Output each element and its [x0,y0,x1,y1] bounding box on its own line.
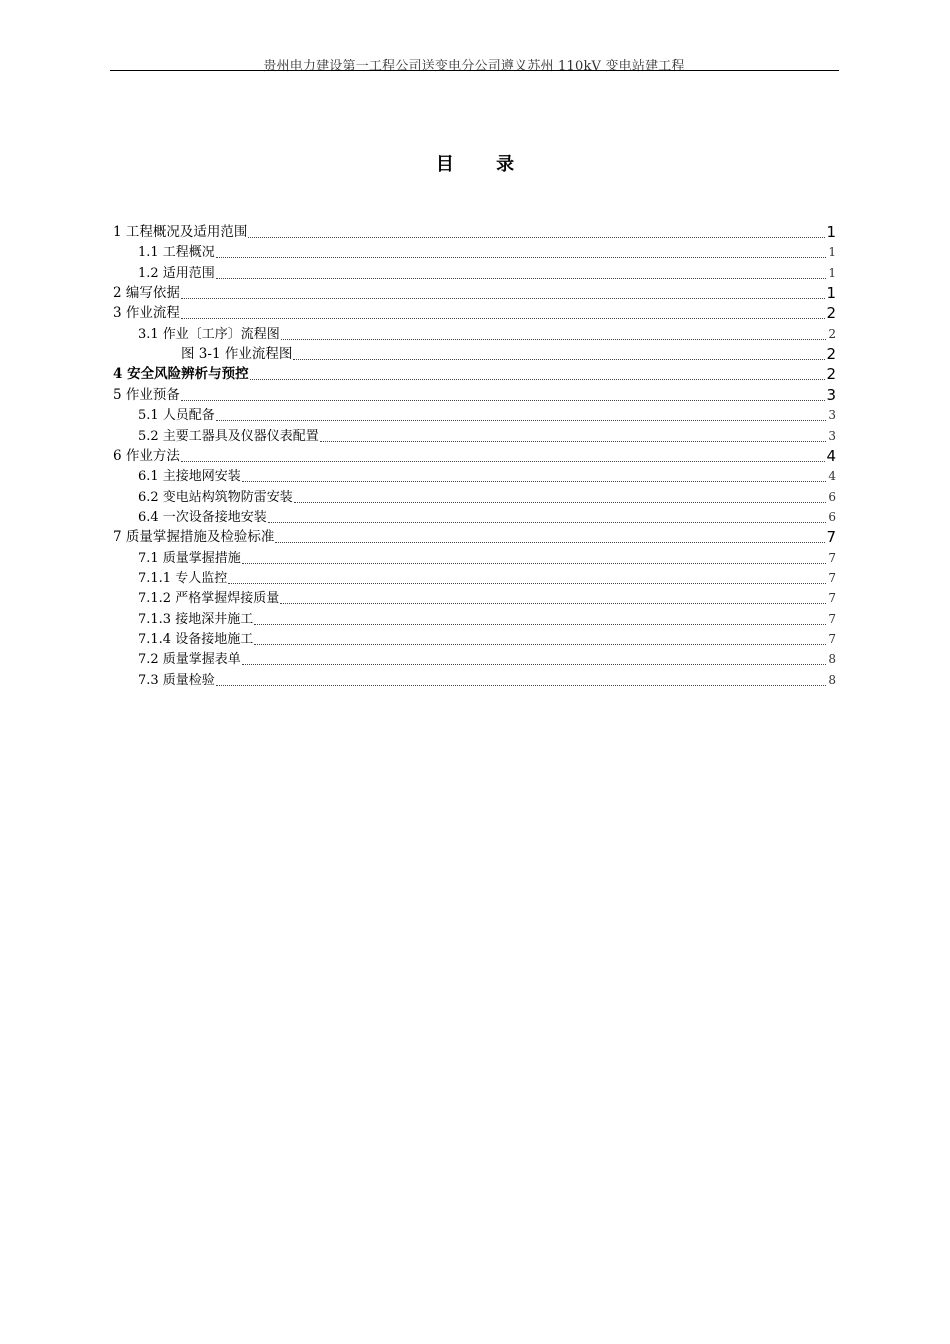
toc-entry-label: 7.3 质量检验 [138,672,215,688]
toc-entry-label: 7.1.4 设备接地施工 [138,632,254,647]
toc-dot-leader [281,338,826,340]
toc-entry-page-number: 3 [828,428,836,443]
toc-entry-page-number: 3 [826,385,836,404]
toc-entry-page-number: 6 [828,489,836,504]
toc-dot-leader [275,541,825,543]
toc-entry-page-number: 8 [828,652,836,667]
header-divider [110,70,839,71]
toc-entry-label: 7.1.3 接地深井施工 [138,611,254,627]
toc-dot-leader [250,378,826,380]
toc-entry[interactable] [113,650,836,669]
toc-entry-label: 3 作业流程 [113,305,180,322]
toc-dot-leader [294,501,826,503]
toc-entry-label: 6.4 一次设备接地安装 [138,509,267,525]
toc-entry-label: 6.1 主接地网安装 [138,469,241,485]
toc-entry[interactable] [113,671,836,690]
toc-entry[interactable] [113,406,836,425]
toc-entry-page-number: 2 [828,326,836,341]
toc-entry-page-number: 3 [828,408,836,423]
toc-entry-page-number: 1 [828,265,836,280]
toc-entry[interactable] [113,610,836,629]
page-header: 贵州电力建设第一工程公司送变电分公司遵义苏州 110kV 变电站建工程 [263,59,685,74]
toc-dot-leader [248,236,825,238]
toc-entry-page-number: 2 [826,304,836,323]
toc-dot-leader [181,460,826,462]
toc-entry[interactable] [113,223,836,242]
toc-entry[interactable] [113,589,836,608]
toc-entry-page-number: 1 [826,223,836,241]
toc-entry-label: 3.1 作业〔工序〕流程图 [138,326,280,342]
toc-entry-page-number: 7 [826,528,836,547]
toc-dot-leader [254,623,826,625]
toc-dot-leader [280,602,826,604]
toc-entry[interactable] [113,345,836,364]
toc-entry-label: 6 作业方法 [113,447,180,464]
toc-entry-label: 7.1.1 专人监控 [138,570,228,586]
toc-dot-leader [216,684,826,686]
toc-entry[interactable] [113,528,836,547]
toc-dot-leader [216,419,826,421]
toc-entry[interactable] [113,325,836,344]
toc-dot-leader [320,440,826,442]
toc-entry-page-number: 8 [828,672,836,687]
toc-entry-label: 5 作业预备 [113,386,180,403]
toc-entry-label: 5.1 人员配备 [138,408,215,424]
toc-entry[interactable] [113,508,836,527]
toc-dot-leader [242,562,826,564]
toc-entry-page-number: 4 [826,446,836,465]
toc-entry-label: 6.2 变电站构筑物防雷安装 [138,489,293,505]
toc-entry-label: 5.2 主要工器具及仪器仪表配置 [138,428,319,444]
toc-dot-leader [181,317,826,319]
toc-entry[interactable] [113,284,836,303]
toc-entry[interactable] [113,243,836,262]
toc-dot-leader [181,399,826,401]
toc-entry[interactable] [113,467,836,486]
toc-entry-page-number: 1 [828,245,836,260]
toc-entry[interactable] [113,386,836,405]
toc-entry[interactable] [113,569,836,588]
toc-entry-page-number: 1 [826,284,836,303]
toc-dot-leader [293,358,825,360]
toc-entry-page-number: 7 [828,591,836,606]
toc-entry[interactable] [113,488,836,507]
toc-entry-label: 图 3-1 作业流程图 [181,346,293,363]
toc-entry[interactable] [113,304,836,323]
toc-entry-label: 1.1 工程概况 [138,245,215,261]
toc-entry-label: 4 安全风险辨析与预控 [113,366,249,383]
toc-entry-page-number: 2 [826,365,836,384]
toc-dot-leader [242,480,826,482]
toc-dot-leader [216,256,826,258]
toc-entry-page-number: 7 [828,550,836,565]
toc-entry[interactable] [113,447,836,466]
toc-entry-label: 7.1.2 严格掌握焊接质量 [138,591,280,607]
toc-entry[interactable] [113,549,836,568]
toc-entry-label: 7.1 质量掌握措施 [138,550,241,566]
toc-entry[interactable] [113,630,836,649]
toc-dot-leader [181,297,826,299]
toc-entry[interactable] [113,427,836,446]
toc-entry-page-number: 7 [828,611,836,626]
toc-entry-page-number: 6 [828,509,836,524]
toc-dot-leader [216,277,826,279]
toc-entry-page-number: 7 [828,632,836,646]
toc-dot-leader [242,663,826,665]
toc-entry-page-number: 2 [826,345,836,364]
toc-entry-label: 2 编写依据 [113,285,180,302]
toc-entry[interactable] [113,365,836,384]
toc-entry-label: 1 工程概况及适用范围 [113,224,248,240]
toc-dot-leader [254,643,826,645]
toc-entry-page-number: 4 [828,469,836,484]
page-title: 目 录 [435,154,533,175]
toc-entry[interactable] [113,264,836,283]
toc-entry-page-number: 7 [828,570,836,585]
toc-entry-label: 7.2 质量掌握表单 [138,652,241,668]
toc-dot-leader [268,521,826,523]
toc-entry-label: 1.2 适用范围 [138,265,215,281]
toc-dot-leader [228,582,826,584]
toc-entry-label: 7 质量掌握措施及检验标准 [113,529,275,546]
